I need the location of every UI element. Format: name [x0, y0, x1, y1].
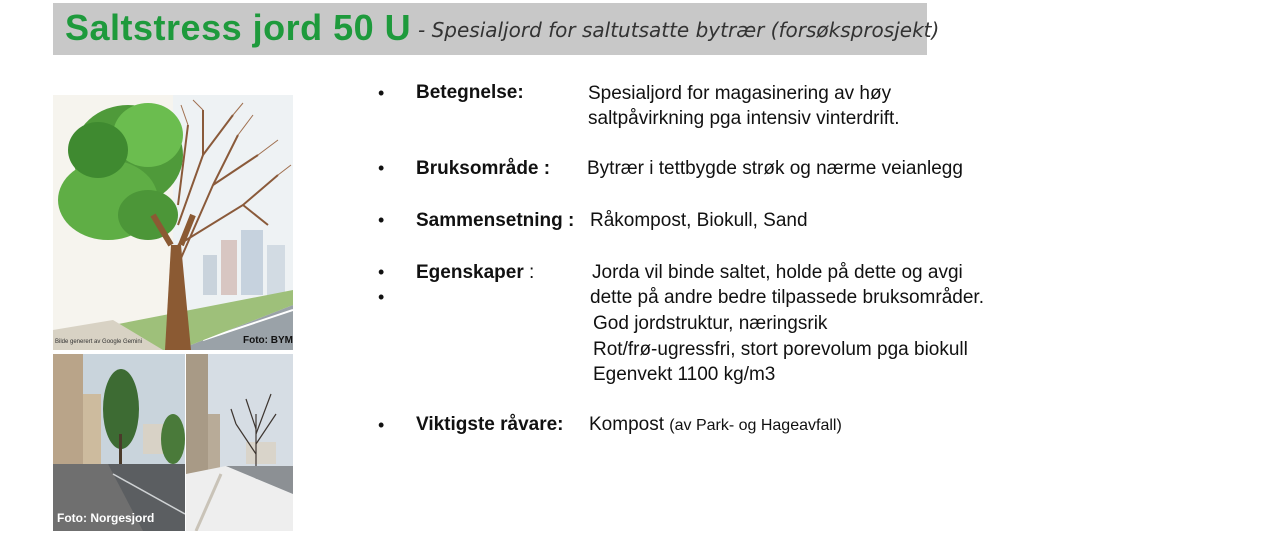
bruksomrade-value: Bytrær i tettbygde strøk og nærme veianlegg: [587, 158, 963, 179]
egenskaper-label-separator: :: [523, 262, 535, 283]
betegnelse-value-line1: Spesialjord for magasinering av høy: [588, 83, 892, 104]
generated-image-caption: Bilde generert av Google Gemini: [55, 339, 143, 345]
street-photo-winter-graphic: [186, 354, 293, 531]
sammensetning-value: Råkompost, Biokull, Sand: [590, 210, 808, 231]
page-subtitle: - Spesialjord for saltutsatte bytrær (forsøksprosjekt): [418, 18, 940, 42]
bullet-marker: •: [378, 262, 385, 282]
tree-illustration-graphic: [53, 95, 293, 350]
bruksomrade-label: Bruksområde :: [416, 158, 551, 179]
tree-illustration: [53, 95, 293, 350]
page-title: Saltstress jord 50 U: [65, 7, 412, 48]
betegnelse-label: Betegnelse:: [416, 82, 524, 103]
street-photo-winter: [186, 354, 293, 531]
egenskaper-value-line2: dette på andre bedre tilpassede bruksområder.: [590, 287, 984, 308]
bullet-marker: •: [378, 415, 385, 435]
egenskaper-value-line4: Rot/frø-ugressfri, stort porevolum pga biokull: [593, 339, 968, 360]
egenskaper-value-line3: God jordstruktur, næringsrik: [593, 313, 828, 334]
egenskaper-value-line5: Egenvekt 1100 kg/m3: [593, 364, 776, 385]
bullet-marker: •: [378, 287, 385, 307]
bullet-marker: •: [378, 83, 385, 103]
street-photo-credit: Foto: Norgesjord: [57, 511, 155, 525]
tree-photo-credit: Foto: BYM: [243, 335, 293, 346]
viktigste-ravare-label: Viktigste råvare:: [416, 414, 564, 435]
bullet-marker: •: [378, 158, 385, 178]
sammensetning-label: Sammensetning :: [416, 210, 575, 231]
betegnelse-value-line2: saltpåvirkning pga intensiv vinterdrift.: [588, 108, 900, 129]
title-bar: [53, 3, 940, 55]
viktigste-ravare-main: Kompost: [589, 414, 664, 435]
egenskaper-value-line1: Jorda vil binde saltet, holde på dette og avgi: [592, 262, 963, 283]
egenskaper-label-text: Egenskaper: [416, 262, 524, 283]
bullet-marker: •: [378, 210, 385, 230]
viktigste-ravare-value: [589, 414, 842, 436]
egenskaper-label: [416, 262, 534, 284]
viktigste-ravare-note: (av Park- og Hageavfall): [669, 417, 842, 434]
street-photo-summer: [53, 354, 185, 531]
street-photo-summer-graphic: [53, 354, 185, 531]
